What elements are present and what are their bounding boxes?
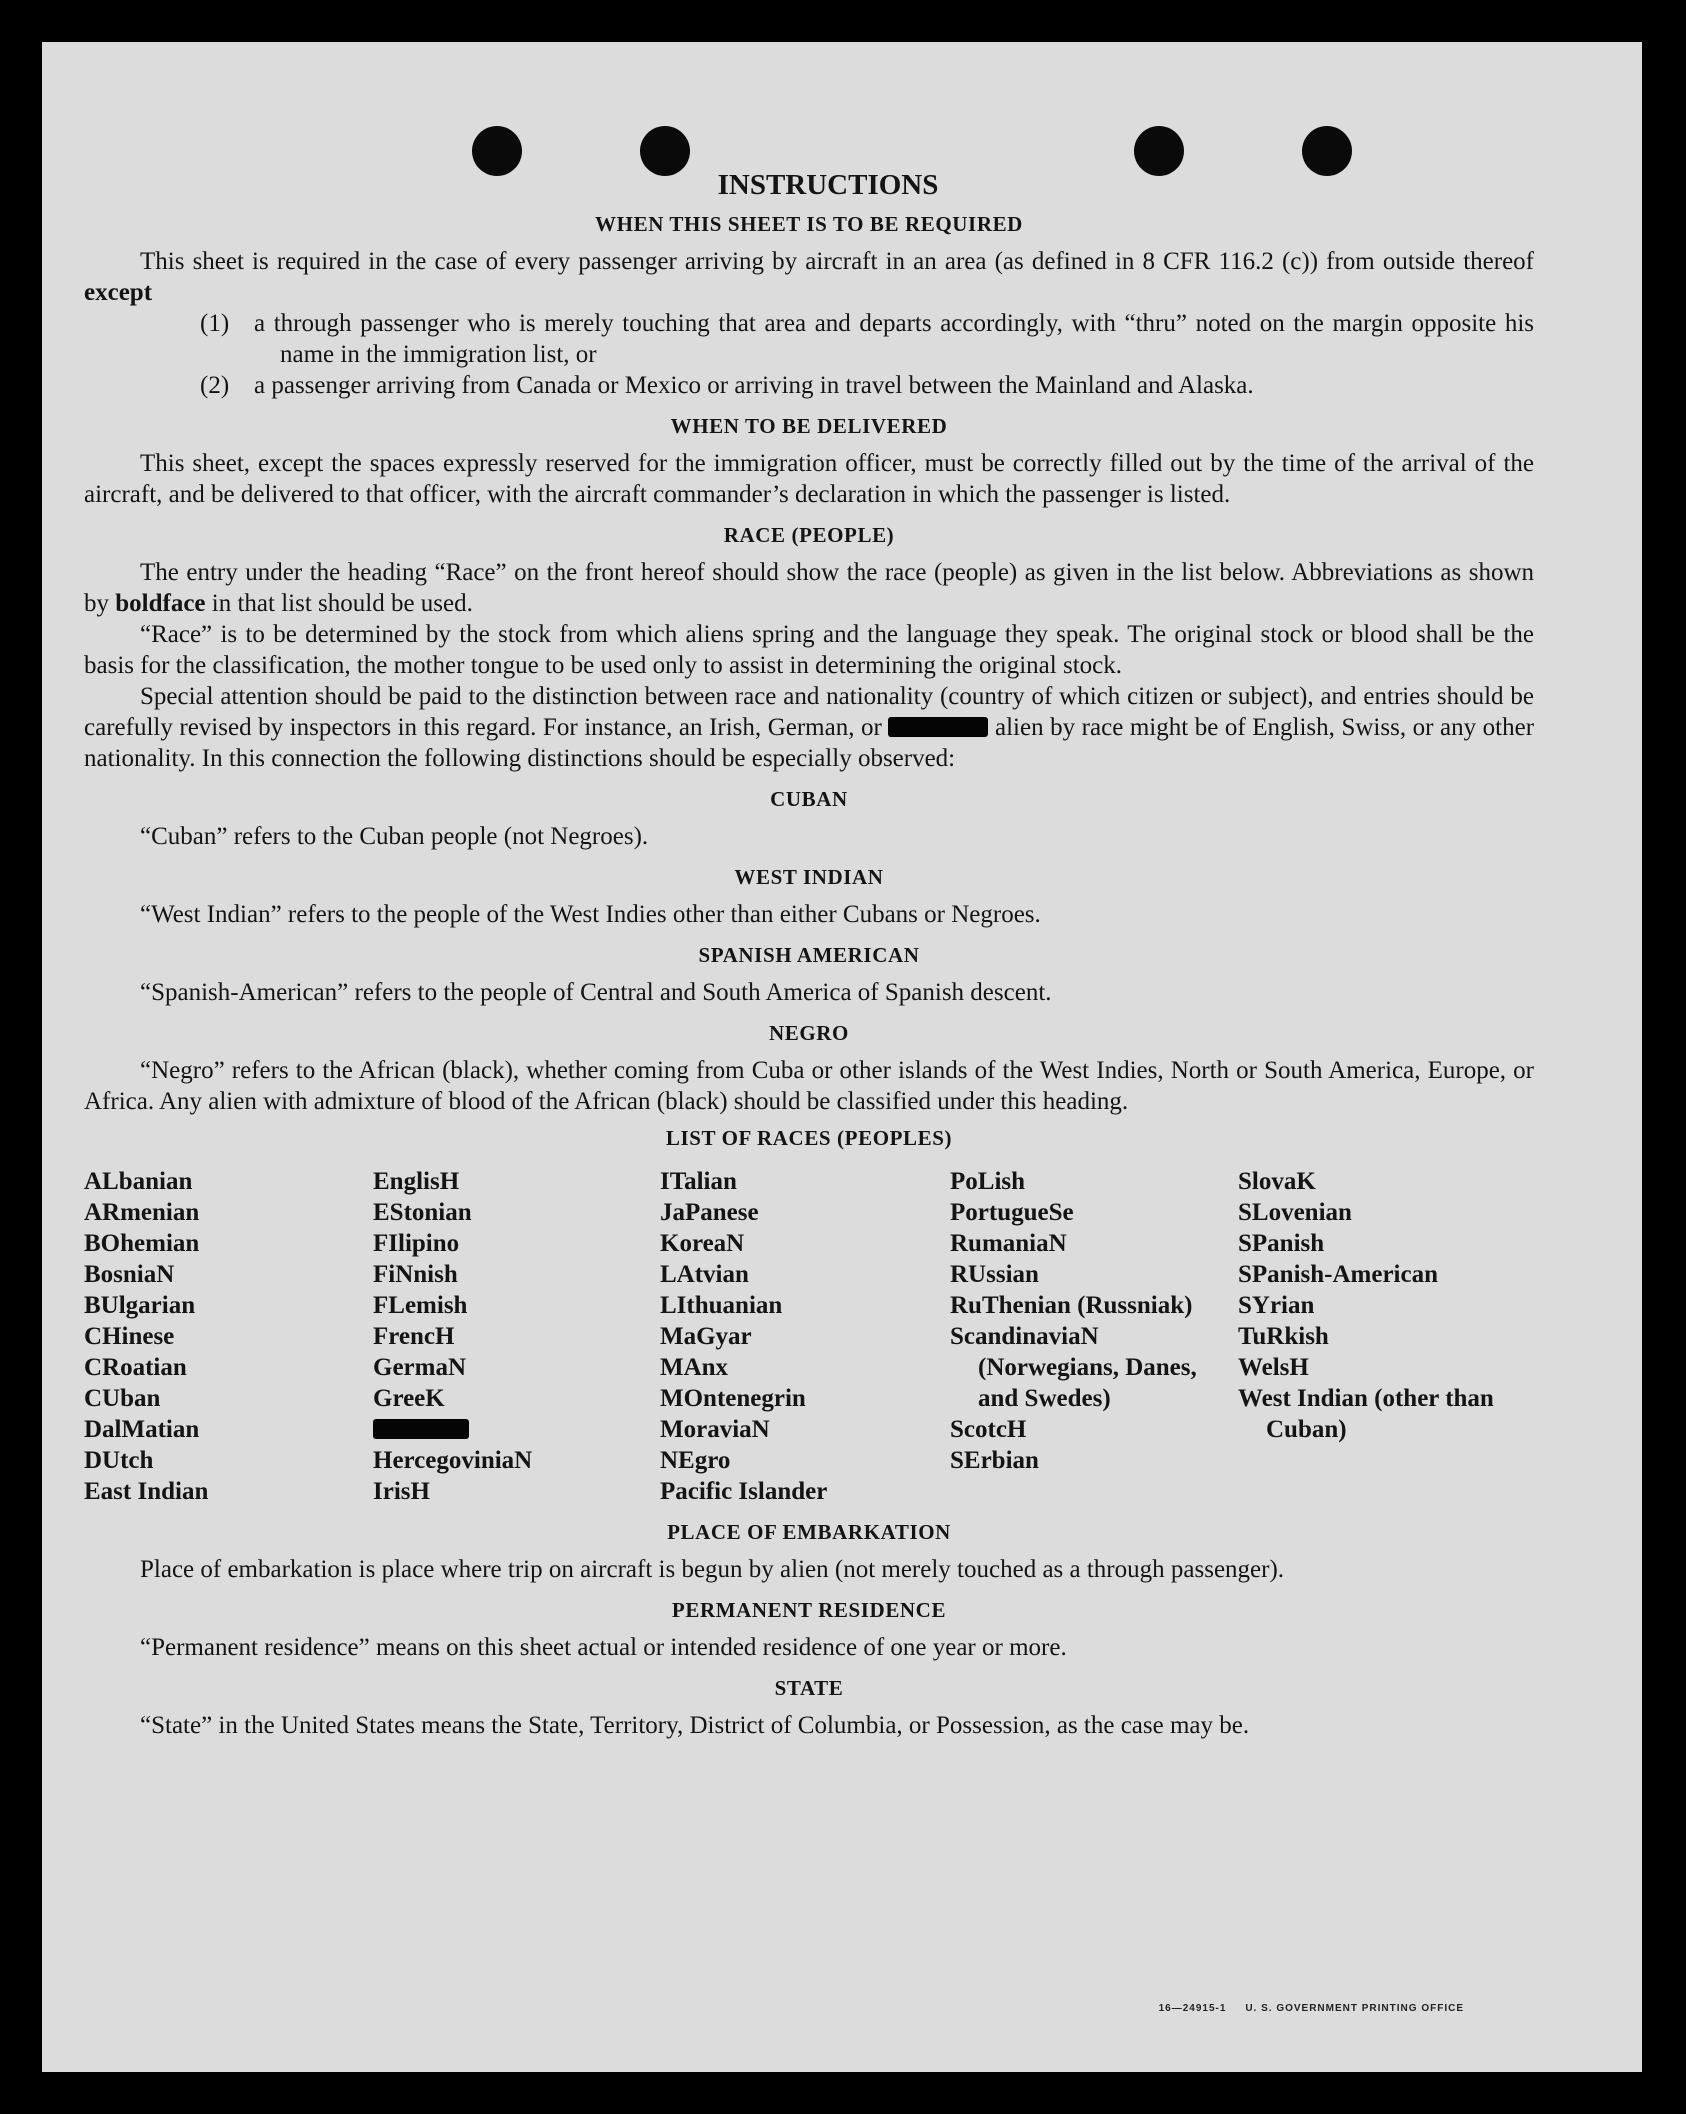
race-entry: MoraviaN — [660, 1416, 770, 1443]
race-entry: IrisH — [373, 1478, 430, 1505]
race-paragraph-3: Special attention should be paid to the distinction between race and nationality (country of which citizen or subject), and entries should be carefully revised by inspectors in this regard. For instance, an Irish, German, or alien by race might be of English, Swiss, or any other nationality. In this connection the following distinctions should be especially observed: — [84, 683, 1535, 772]
race-entry: BosniaN — [84, 1261, 175, 1288]
race-entry: CHinese — [84, 1323, 175, 1350]
section-heading-required: WHEN THIS SHEET IS TO BE REQUIRED — [595, 212, 1023, 236]
negro-text: “Negro” refers to the African (black), whether coming from Cuba or other islands of the West Indies, North or South America, Europe, or Africa. Any alien with admixture of blood of the African (black) should be classified under this heading. — [84, 1057, 1534, 1115]
race-entry: RUssian — [950, 1261, 1039, 1288]
race-paragraph-1: The entry under the heading “Race” on the front hereof should show the race (people) as given in the list below. Abbreviations as shown by boldface in that list should be used. — [84, 559, 1534, 617]
race-entry: SPanish-American — [1238, 1261, 1438, 1288]
punch-hole — [640, 126, 690, 176]
race-entry: West Indian (other than Cuban) — [1238, 1385, 1494, 1443]
race-entry: FrencH — [373, 1323, 455, 1350]
race-entry: SPanish — [1238, 1230, 1325, 1257]
race-entry: DalMatian — [84, 1416, 200, 1443]
race-entry: WelsH — [1238, 1354, 1309, 1381]
punch-hole — [1134, 126, 1184, 176]
race-entry: CRoatian — [84, 1354, 187, 1381]
spanish-american-text: “Spanish-American” refers to the people of Central and South America of Spanish descent. — [140, 979, 1052, 1006]
section-heading-race: RACE (PEOPLE) — [723, 523, 895, 547]
section-heading-negro: NEGRO — [768, 1021, 849, 1045]
section-heading-residence: PERMANENT RESIDENCE — [671, 1598, 947, 1622]
west-indian-text: “West Indian” refers to the people of the West Indies other than either Cubans or Negroes. — [140, 901, 1041, 928]
race-entry: ScandinaviaN (Norwegians, Danes, and Swedes) — [950, 1323, 1197, 1412]
embarkation-text: Place of embarkation is place where trip on aircraft is begun by alien (not merely touched as a through passenger). — [140, 1556, 1285, 1583]
state-text: “State” in the United States means the State, Territory, District of Columbia, or Possession, as the case may be. — [140, 1712, 1250, 1739]
race-entry: SlovaK — [1238, 1168, 1316, 1195]
exception-number: (1) — [200, 310, 230, 337]
race-entry: ARmenian — [84, 1199, 200, 1226]
punch-hole — [472, 126, 522, 176]
document-page — [42, 42, 1642, 2072]
exception-number: (2) — [200, 372, 230, 399]
section-heading-cuban: CUBAN — [770, 787, 848, 811]
race-entry: NEgro — [660, 1447, 731, 1474]
delivered-text: This sheet, except the spaces expressly reserved for the immigration officer, must be correctly filled out by the time of the arrival of the aircraft, and be delivered to that officer, with the aircraft commander’s declaration in which the passenger is listed. — [84, 450, 1534, 508]
exception-item-2 — [84, 370, 1534, 401]
race-entry: HercegoviniaN — [373, 1447, 533, 1474]
race-entry: FIlipino — [373, 1230, 460, 1257]
punch-hole — [1302, 126, 1352, 176]
cuban-text: “Cuban” refers to the Cuban people (not Negroes). — [140, 823, 649, 850]
race-entry: SErbian — [950, 1447, 1039, 1474]
race-entry: MAnx — [660, 1354, 729, 1381]
printer-credit: U. S. GOVERNMENT PRINTING OFFICE — [1245, 2003, 1464, 2014]
form-footer — [1159, 2003, 1464, 2014]
race-entry: SLovenian — [1238, 1199, 1352, 1226]
race-entry: GermaN — [373, 1354, 467, 1381]
race-entry: JaPanese — [660, 1199, 759, 1226]
race-column — [84, 1166, 373, 1507]
race-entry: BOhemian — [84, 1230, 200, 1257]
race-column — [373, 1166, 660, 1507]
race-column — [1238, 1166, 1498, 1507]
section-heading-west-indian: WEST INDIAN — [734, 865, 884, 889]
race-entry: ITalian — [660, 1168, 737, 1195]
exception-item-1 — [84, 308, 1534, 370]
race-entry: PoLish — [950, 1168, 1026, 1195]
race-entry-redacted — [373, 1414, 660, 1445]
race-entry: RuThenian (Russniak) — [950, 1292, 1193, 1319]
race-entry: SYrian — [1238, 1292, 1315, 1319]
exception-text: a passenger arriving from Canada or Mexico or arriving in travel between the Mainland and Alaska. — [254, 372, 1254, 399]
race-entry: KoreaN — [660, 1230, 745, 1257]
section-heading-race-list: LIST OF RACES (PEOPLES) — [665, 1126, 953, 1150]
race-entry: LAtvian — [660, 1261, 749, 1288]
race-entry: LIthuanian — [660, 1292, 783, 1319]
race-column — [950, 1166, 1238, 1507]
race-entry: BUlgarian — [84, 1292, 196, 1319]
race-entry: MaGyar — [660, 1323, 752, 1350]
race-paragraph-2: “Race” is to be determined by the stock from which aliens spring and the language they speak. The original stock or blood shall be the basis for the classification, the mother tongue to be used only to assist in determining the original stock. — [84, 621, 1534, 679]
redaction-mark — [888, 717, 988, 737]
race-entry: Pacific Islander — [660, 1478, 828, 1505]
race-entry: GreeK — [373, 1385, 445, 1412]
race-entry: RumaniaN — [950, 1230, 1067, 1257]
exception-text: a through passenger who is merely touching that area and departs accordingly, with “thru” noted on the margin opposite his name in the immigration list, or — [254, 310, 1534, 368]
race-entry: East Indian — [84, 1478, 209, 1505]
section-heading-state: STATE — [774, 1676, 844, 1700]
section-heading-embarkation: PLACE OF EMBARKATION — [667, 1520, 951, 1544]
race-entry: EnglisH — [373, 1168, 460, 1195]
race-entry: ScotcH — [950, 1416, 1027, 1443]
instructions-body — [84, 170, 1534, 1741]
page-title: INSTRUCTIONS — [717, 169, 939, 201]
except-word: except — [84, 279, 153, 306]
race-entry: DUtch — [84, 1447, 154, 1474]
redaction-mark — [373, 1419, 469, 1439]
race-entry: TuRkish — [1238, 1323, 1329, 1350]
residence-text: “Permanent residence” means on this sheet actual or intended residence of one year or more. — [140, 1634, 1067, 1661]
required-intro: This sheet is required in the case of every passenger arriving by aircraft in an area (as defined in 8 CFR 116.2 (c)) from outside thereof except — [84, 248, 1534, 306]
race-entry: PortugueSe — [950, 1199, 1074, 1226]
race-entry: FiNnish — [373, 1261, 458, 1288]
race-entry: FLemish — [373, 1292, 468, 1319]
race-column — [660, 1166, 950, 1507]
race-entry: ALbanian — [84, 1168, 193, 1195]
section-heading-delivered: WHEN TO BE DELIVERED — [670, 414, 948, 438]
race-entry: MOntenegrin — [660, 1385, 806, 1412]
race-list — [84, 1166, 1534, 1507]
section-heading-spanish-american: SPANISH AMERICAN — [698, 943, 920, 967]
race-entry: CUban — [84, 1385, 161, 1412]
race-entry: EStonian — [373, 1199, 472, 1226]
form-code: 16—24915-1 — [1158, 2003, 1227, 2014]
